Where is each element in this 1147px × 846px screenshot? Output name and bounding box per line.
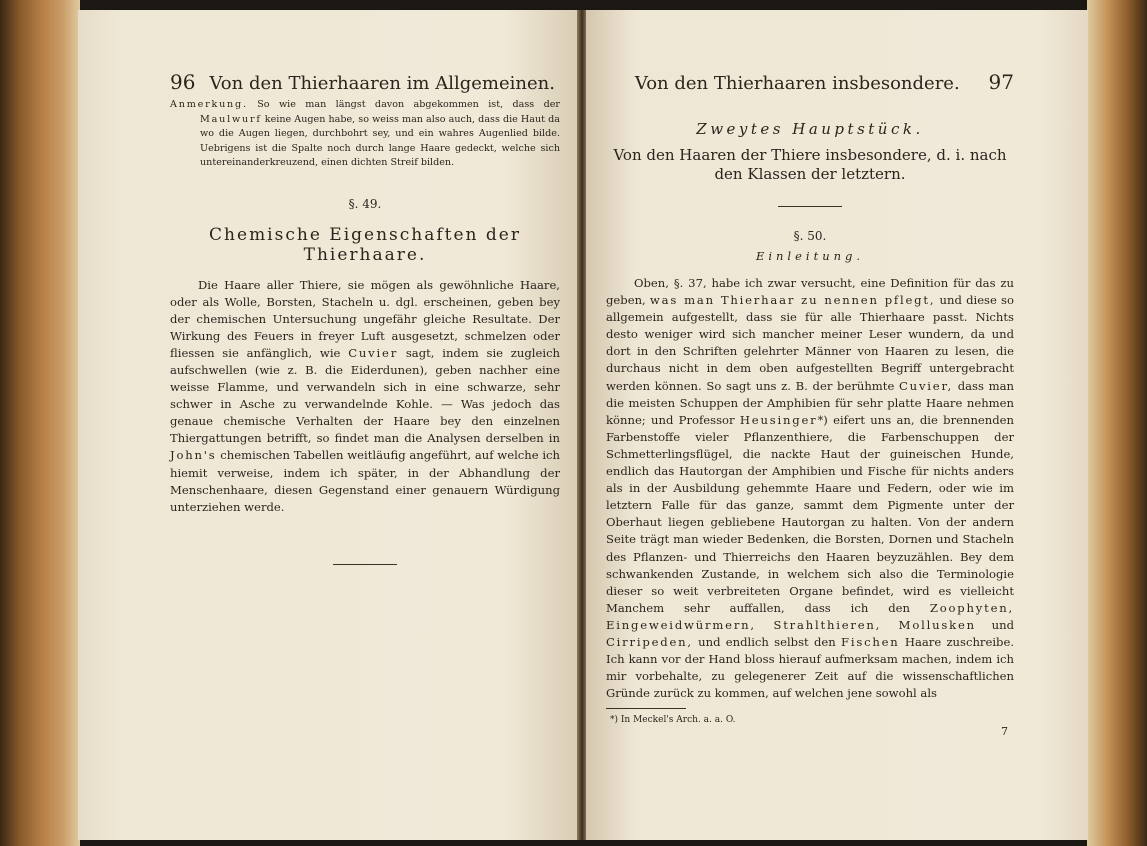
page-number-left: 96 [170, 70, 196, 94]
para50-text-7: Haare zuschreibe. Ich kann vor der Hand bloss hierauf aufmerksam machen, indem ich mir vorbehalte, zu gelegenerer Zeit auf die wissenschaftlichen Gründe zurück zu kommen, auf welchen jene sowohl als [606, 634, 1015, 701]
annotation-note [170, 98, 560, 171]
para50-spaced-3: Cirripeden, [606, 634, 693, 649]
footnote-rule [606, 708, 686, 709]
note-emph: Maulwurf [200, 113, 262, 125]
para49-text-1: Die Haare aller Thiere, sie mögen als gewöhnliche Haare, oder als Wolle, Borsten, Stacheln u. dgl. erscheinen, geben bey der chemischen Untersuchung ungefähr gleiche Resultate. Der Wirkung des Feuers in freyer Luft ausgesetzt, schmelzen oder fliessen sie anfänglich, wie [170, 277, 560, 360]
end-rule-left [333, 564, 397, 565]
section-number-49: §. 49. [348, 196, 382, 211]
left-page-header [170, 70, 560, 98]
chapter-rule [778, 206, 842, 207]
para50-text-2: und diese so allgemein aufgestellt, dass sie für alle Thierhaare passt. Nichts desto weniger wird sich mancher meiner Leser wundern, da und dort in den Schriften gelehrter Männer von Haaren zu lesen, die durchaus nicht in dem oben aufgestellten Begriff untergebracht werden können. So sagt uns z. B. der berühmte [606, 293, 1014, 393]
section-number-50: §. 50. [793, 229, 827, 243]
book-edge-left [0, 0, 80, 846]
para50-text-5: und [991, 617, 1014, 632]
paragraph-50 [606, 275, 1014, 702]
chapter-subtitle: Von den Haaren der Thiere insbesondere, d. i. nach den Klassen der letztern. [613, 146, 1007, 183]
signature-mark: 7 [1001, 725, 1008, 739]
para50-spaced-1: was man Thierhaar zu nennen pflegt, [649, 293, 936, 308]
note-label: Anmerkung. [170, 99, 248, 110]
para50-name-cuvier: Cuvier, [899, 378, 954, 393]
running-head-right: Von den Thierhaaren insbesondere. [634, 73, 960, 94]
para50-spaced-2: Zoophyten, Eingeweidwürmern, Strahlthieren, Mollusken [606, 600, 1015, 632]
page-number-right: 97 [988, 70, 1014, 94]
para50-text-1: Oben, §. 37, habe ich zwar versucht, eine Definition für das zu geben, [606, 276, 1014, 308]
right-page [586, 10, 1088, 840]
para50-name-heusinger: Heusinger [739, 412, 818, 427]
note-text-1: So wie man längst davon abgekommen ist, dass der [257, 99, 560, 110]
para50-text-4: *) eifert uns an, die brennenden Farbenstoffe vieler Pflanzenthiere, die Farbenschuppen der Schmetterlingsflügel, die nackte Haut der guineischen Hunde, endlich das Hautorgan der Amphibien und Fische für nichts anders als in der Ausbildung gehemmte Haare und Federn, oder wie im letztern Falle für das ganze, sammt dem Pigmente unter der Oberhaut liegen gebliebene Hautorgan zu halten. Von der andern Seite trägt man wieder Bedenken, die Borsten, Dornen und Stacheln des Pflanzen- und Thierreichs den Haaren beyzuzählen. Bey dem schwankenden Zustande, in welchem sich also die Terminologie dieser so weit verbreiteten Organe befindet, wird es vielleicht Manchem sehr auffallen, dass ich den [606, 412, 1014, 615]
right-page-header [606, 70, 1014, 98]
book-edge-right [1087, 0, 1147, 846]
paragraph-49 [170, 277, 560, 516]
running-head-left: Von den Thierhaaren im Allgemeinen. [209, 73, 555, 94]
chapter-title: Zweytes Hauptstück. [696, 120, 924, 138]
section-title-49: Chemische Eigenschaften der Thierhaare. [209, 224, 521, 265]
left-page [78, 10, 578, 840]
para49-name-john: John's [170, 448, 217, 463]
para49-name-cuvier: Cuvier [348, 345, 399, 360]
note-text-2: keine Augen habe, so weiss man also auch, dass die Haut da wo die Augen liegen, durchbohrt sey, und ein wahres Augenlied bilde. Uebrigens ist die Spalte noch durch lange Haare gedeckt, welche sich untereinanderkreuzend, einen dichten Streif bilden. [200, 113, 560, 168]
section-title-50: Einleitung. [755, 249, 865, 263]
para50-spaced-4: Fischen [840, 634, 900, 649]
para49-text-3: chemischen Tabellen weitläufig angeführt, auf welche ich hiemit verweise, indem ich später, in der Abhandlung der Menschenhaare, diesen Gegenstand einer genauern Würdigung unterziehen werde. [170, 448, 561, 514]
para50-text-6: und endlich selbst den [698, 634, 836, 649]
footnote: *) In Meckel's Arch. a. a. O. [610, 715, 736, 726]
para50-text-3: dass man die meisten Schuppen der Amphibien für sehr platte Haare nehmen könne; und Professor [606, 378, 1015, 427]
para49-text-2: sagt, indem sie zugleich aufschwellen (wie z. B. die Eiderdunen), geben nachher eine weisse Flamme, und verwandeln sich in eine schwarze, sehr schwer in Asche zu verwandelnde Kohle. — Was jedoch das genaue chemische Verhalten der Haare bey den einzelnen Thiergattungen betrifft, so findet man die Analysen derselben in [170, 345, 561, 446]
